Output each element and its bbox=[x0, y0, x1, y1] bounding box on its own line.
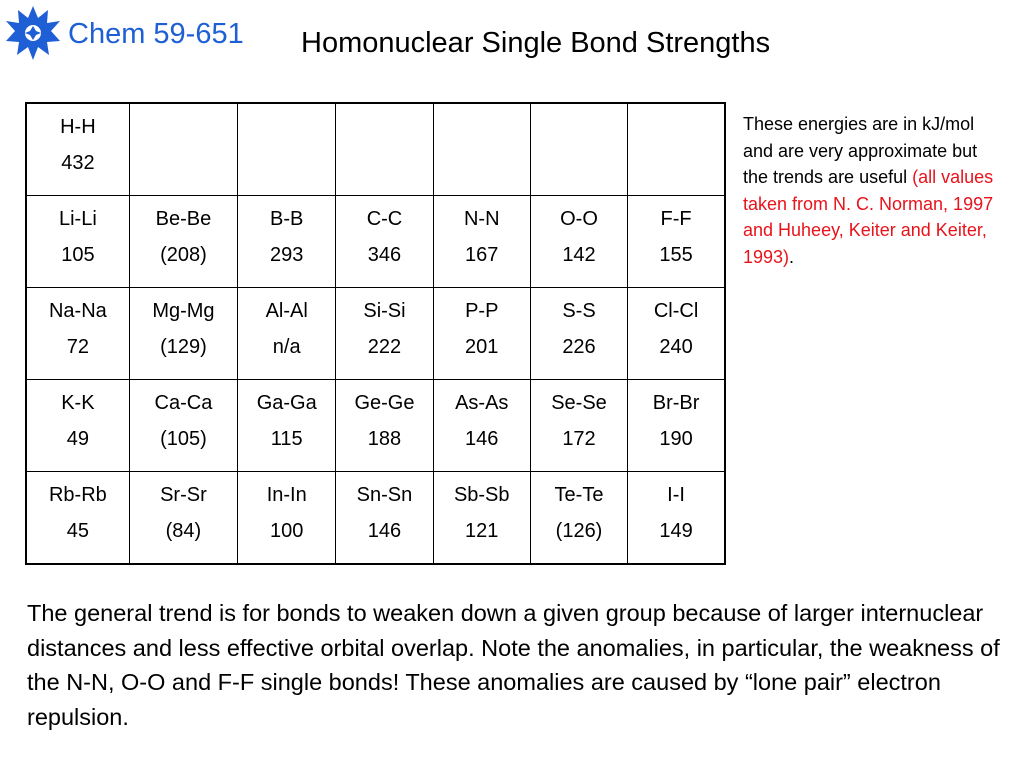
note-end: . bbox=[789, 246, 795, 267]
bond-label: In-In bbox=[266, 484, 307, 506]
bond-energy: 105 bbox=[61, 244, 95, 266]
bond-energy: 167 bbox=[465, 244, 499, 266]
table-cell bbox=[129, 380, 237, 472]
table-row bbox=[26, 103, 725, 196]
table-cell bbox=[238, 288, 336, 380]
table-cell bbox=[238, 103, 336, 196]
bond-energy: (208) bbox=[160, 244, 207, 266]
bond-label: Ge-Ge bbox=[354, 392, 415, 414]
bond-label: Ga-Ga bbox=[256, 392, 317, 414]
table-cell bbox=[433, 103, 530, 196]
note-citation: (all values taken from N. C. Norman, 1997 and Huheey, Keiter and Keiter, 1993) bbox=[743, 167, 994, 267]
table-cell bbox=[26, 472, 129, 565]
table-cell bbox=[26, 196, 129, 288]
snowflake-icon bbox=[4, 4, 62, 62]
table-cell bbox=[433, 472, 530, 565]
note-intro: These energies are in kJ/mol and are very approximate but the trends are useful bbox=[743, 114, 978, 187]
bond-energy: n/a bbox=[272, 336, 301, 358]
bond-label: K-K bbox=[61, 392, 95, 414]
table-cell bbox=[433, 380, 530, 472]
bond-energy: 121 bbox=[465, 520, 499, 542]
table-cell bbox=[628, 380, 725, 472]
bond-energy: 45 bbox=[66, 520, 90, 542]
table-cell bbox=[628, 472, 725, 565]
bond-label: Na-Na bbox=[48, 300, 107, 322]
bond-energy: 222 bbox=[367, 336, 402, 358]
bond-energy: 190 bbox=[659, 428, 693, 450]
table-row bbox=[26, 472, 725, 565]
bond-label: P-P bbox=[465, 300, 499, 322]
table-cell bbox=[336, 472, 433, 565]
bond-energy: 142 bbox=[562, 244, 596, 266]
bond-energy: 100 bbox=[270, 520, 304, 542]
table-cell bbox=[628, 196, 725, 288]
bond-energy: 146 bbox=[465, 428, 499, 450]
table-cell bbox=[336, 288, 433, 380]
table-cell bbox=[530, 103, 627, 196]
bond-energy: 188 bbox=[367, 428, 402, 450]
bond-energy: 49 bbox=[66, 428, 90, 450]
bond-label: Sn-Sn bbox=[356, 484, 413, 506]
bond-label: H-H bbox=[60, 116, 96, 138]
bond-label: Sr-Sr bbox=[160, 484, 207, 506]
bond-label: Se-Se bbox=[551, 392, 607, 414]
bond-energy: 115 bbox=[270, 428, 303, 450]
table-cell bbox=[129, 288, 237, 380]
table-row bbox=[26, 380, 725, 472]
bond-label: B-B bbox=[270, 208, 304, 230]
table-cell bbox=[433, 288, 530, 380]
table-cell bbox=[336, 103, 433, 196]
bond-label: Cl-Cl bbox=[653, 300, 699, 322]
bond-label: S-S bbox=[562, 300, 596, 322]
bond-label: Br-Br bbox=[652, 392, 700, 414]
bond-label: Al-Al bbox=[265, 300, 308, 322]
trend-paragraph: The general trend is for bonds to weaken down a given group because of larger internuclear distances and less effective orbital overlap. Note the anomalies, in particular, the weakness of the N-N, O-O and F-F single bonds! These anomalies are caused by “lone pair” electron repulsion. bbox=[27, 600, 1000, 730]
bond-energy: (126) bbox=[555, 520, 603, 542]
table-cell bbox=[238, 196, 336, 288]
table-row bbox=[26, 196, 725, 288]
table-cell bbox=[628, 103, 725, 196]
bond-label: C-C bbox=[366, 208, 403, 230]
bond-energy: 432 bbox=[61, 152, 95, 174]
bond-energy: 226 bbox=[562, 336, 596, 358]
bond-energy: 172 bbox=[562, 428, 596, 450]
bond-label: Ca-Ca bbox=[154, 392, 213, 414]
bond-energy: 149 bbox=[659, 520, 693, 542]
bond-label: O-O bbox=[560, 208, 598, 230]
table-cell bbox=[336, 380, 433, 472]
bond-label: As-As bbox=[455, 392, 509, 414]
table-cell bbox=[628, 288, 725, 380]
table-cell bbox=[433, 196, 530, 288]
table-cell bbox=[238, 472, 336, 565]
bond-energy: 293 bbox=[270, 244, 304, 266]
bond-label: Sb-Sb bbox=[453, 484, 510, 506]
bond-label: Be-Be bbox=[155, 208, 212, 230]
bond-strength-table bbox=[25, 102, 726, 565]
table-cell bbox=[129, 196, 237, 288]
bond-label: Li-Li bbox=[58, 208, 97, 230]
bond-energy: 155 bbox=[659, 244, 693, 266]
table-cell bbox=[238, 380, 336, 472]
bond-label: Si-Si bbox=[363, 300, 406, 322]
table-cell bbox=[336, 196, 433, 288]
bond-label: F-F bbox=[660, 208, 692, 230]
bond-energy: (129) bbox=[160, 336, 207, 358]
bond-energy: (84) bbox=[165, 520, 202, 542]
page-title: Homonuclear Single Bond Strengths bbox=[301, 27, 771, 59]
bond-energy: (105) bbox=[160, 428, 207, 450]
table-cell bbox=[129, 472, 237, 565]
bond-energy: 240 bbox=[659, 336, 693, 358]
units-note bbox=[743, 111, 1003, 270]
bond-energy: 346 bbox=[367, 244, 402, 266]
bond-label: Te-Te bbox=[554, 484, 604, 506]
bond-label: Mg-Mg bbox=[152, 300, 215, 322]
table-cell bbox=[530, 380, 627, 472]
course-code: Chem 59-651 bbox=[68, 18, 244, 50]
table-cell bbox=[26, 103, 129, 196]
table-cell bbox=[530, 288, 627, 380]
table-cell bbox=[530, 196, 627, 288]
bond-label: I-I bbox=[667, 484, 685, 506]
table-cell bbox=[26, 288, 129, 380]
bond-energy: 146 bbox=[367, 520, 402, 542]
table-cell bbox=[26, 380, 129, 472]
table-cell bbox=[129, 103, 237, 196]
bond-energy: 72 bbox=[66, 336, 90, 358]
bond-label: N-N bbox=[463, 208, 500, 230]
table-row bbox=[26, 288, 725, 380]
bond-label: Rb-Rb bbox=[48, 484, 107, 506]
bond-energy: 201 bbox=[465, 336, 499, 358]
table-cell bbox=[530, 472, 627, 565]
